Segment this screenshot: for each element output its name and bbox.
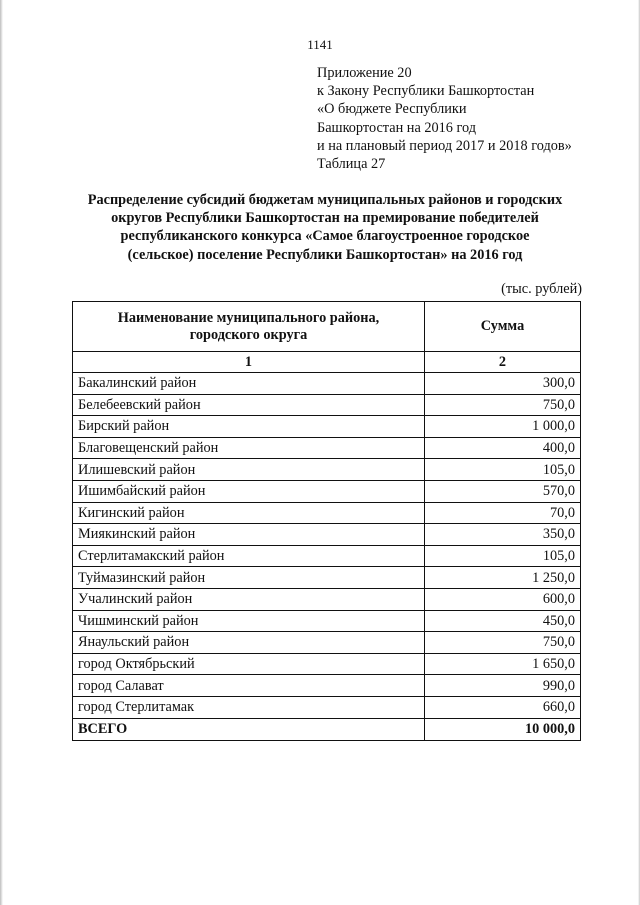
municipality-name: Учалинский район xyxy=(73,588,425,610)
title-line: (сельское) поселение Республики Башкортостан» на 2016 год xyxy=(127,246,523,263)
municipality-name: город Стерлитамак xyxy=(73,696,425,718)
municipality-name: Белебеевский район xyxy=(73,394,425,416)
table-header-row xyxy=(73,302,581,352)
municipality-name: Кигинский район xyxy=(73,502,425,524)
subsidy-amount: 70,0 xyxy=(425,502,581,524)
appendix-line: Таблица 27 xyxy=(317,156,386,173)
total-row xyxy=(73,718,581,740)
header-name-line: Наименование муниципального района, xyxy=(117,309,380,326)
table-row xyxy=(73,373,581,395)
subsidy-amount: 105,0 xyxy=(425,545,581,567)
total-label: ВСЕГО xyxy=(73,718,425,740)
subsidy-amount: 660,0 xyxy=(425,696,581,718)
municipality-name: Туймазинский район xyxy=(73,567,425,589)
table-row xyxy=(73,567,581,589)
title-line: округов Республики Башкортостан на премирование победителей xyxy=(111,210,539,227)
appendix-line: Приложение 20 xyxy=(317,65,412,81)
column-number: 2 xyxy=(425,352,581,373)
municipality-name: Миякинский район xyxy=(73,524,425,546)
municipality-name: Бирский район xyxy=(73,416,425,438)
subsidy-amount: 450,0 xyxy=(425,610,581,632)
subsidy-amount: 750,0 xyxy=(425,632,581,654)
table-row xyxy=(73,437,581,459)
subsidy-amount: 990,0 xyxy=(425,675,581,697)
column-header-name xyxy=(73,302,425,352)
table-row xyxy=(73,545,581,567)
header-name-line: городского округа xyxy=(189,326,308,343)
subsidy-amount: 350,0 xyxy=(425,524,581,546)
page-number: 1141 xyxy=(307,37,333,52)
subsidy-amount: 750,0 xyxy=(425,394,581,416)
table-row xyxy=(73,653,581,675)
appendix-line: Башкортостан на 2016 год xyxy=(317,119,477,136)
appendix-line: к Закону Республики Башкортостан xyxy=(317,83,535,100)
subsidy-table xyxy=(72,301,581,741)
table-row xyxy=(73,394,581,416)
column-number: 1 xyxy=(73,352,425,373)
column-header-sum: Сумма xyxy=(425,302,581,352)
municipality-name: Чишминский район xyxy=(73,610,425,632)
table-row xyxy=(73,610,581,632)
subsidy-amount: 570,0 xyxy=(425,480,581,502)
municipality-name: Ишимбайский район xyxy=(73,480,425,502)
table-row xyxy=(73,480,581,502)
subsidy-amount: 105,0 xyxy=(425,459,581,481)
table-row xyxy=(73,588,581,610)
subsidy-amount: 1 650,0 xyxy=(425,653,581,675)
municipality-name: город Октябрьский xyxy=(73,653,425,675)
scan-edge-left xyxy=(0,0,3,905)
appendix-reference xyxy=(317,64,572,173)
document-title xyxy=(60,191,590,264)
municipality-name: город Салават xyxy=(73,675,425,697)
subsidy-amount: 1 250,0 xyxy=(425,567,581,589)
table-row xyxy=(73,632,581,654)
municipality-name: Илишевский район xyxy=(73,459,425,481)
subsidy-amount: 400,0 xyxy=(425,437,581,459)
title-line: Распределение субсидий бюджетам муниципальных районов и городских xyxy=(87,192,563,208)
table-row xyxy=(73,675,581,697)
appendix-line: и на плановый период 2017 и 2018 годов» xyxy=(317,137,572,154)
table-row xyxy=(73,696,581,718)
title-line: республиканского конкурса «Самое благоустроенное городское xyxy=(120,228,530,245)
municipality-name: Стерлитамакский район xyxy=(73,545,425,567)
table-row xyxy=(73,459,581,481)
municipality-name: Благовещенский район xyxy=(73,437,425,459)
table-row xyxy=(73,524,581,546)
units-label: (тыс. рублей) xyxy=(501,281,582,297)
subsidy-amount: 300,0 xyxy=(425,373,581,395)
municipality-name: Бакалинский район xyxy=(73,373,425,395)
appendix-line: «О бюджете Республики xyxy=(317,101,467,118)
table-row xyxy=(73,502,581,524)
subsidy-amount: 600,0 xyxy=(425,588,581,610)
total-amount: 10 000,0 xyxy=(425,718,581,740)
subsidy-amount: 1 000,0 xyxy=(425,416,581,438)
table-row xyxy=(73,416,581,438)
municipality-name: Янаульский район xyxy=(73,632,425,654)
column-number-row xyxy=(73,352,581,373)
